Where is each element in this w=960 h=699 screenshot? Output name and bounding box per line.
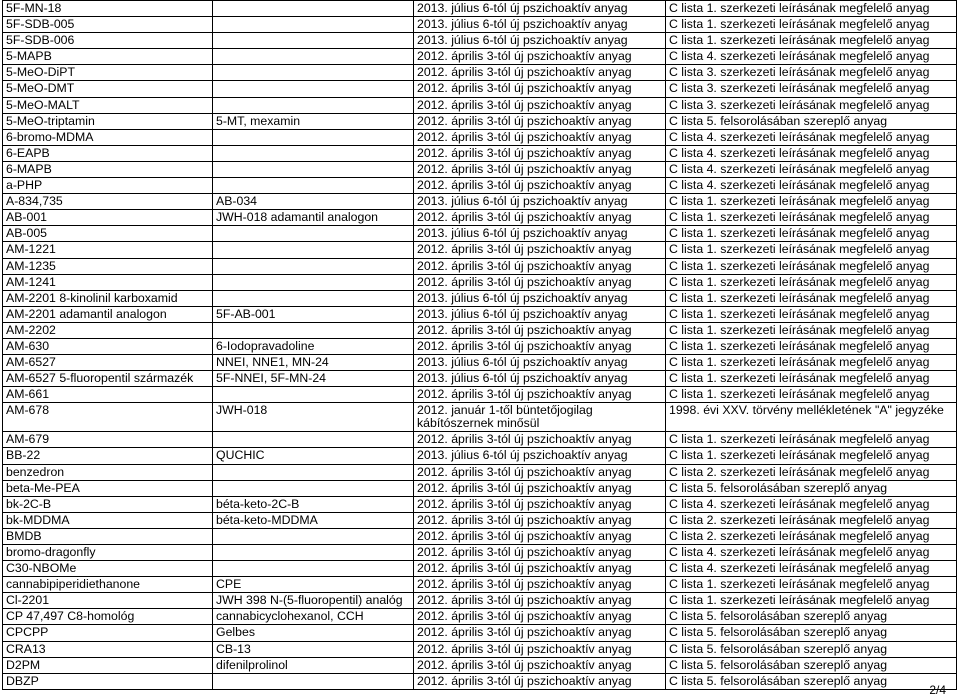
substance-table: [2, 0, 957, 690]
list-classification-cell: C lista 1. szerkezeti leírásának megfelelő anyag: [666, 33, 957, 49]
list-classification-cell: C lista 1. szerkezeti leírásának megfelelő anyag: [666, 371, 957, 387]
synonym-cell: [213, 480, 414, 496]
legal-status-cell: 2012. április 3-tól új pszichoaktív anyag: [414, 81, 666, 97]
legal-status-cell: 2012. április 3-tól új pszichoaktív anyag: [414, 178, 666, 194]
synonym-cell: NNEI, NNE1, MN-24: [213, 355, 414, 371]
table-row: [3, 432, 957, 448]
legal-status-cell: 2012. április 3-tól új pszichoaktív anyag: [414, 97, 666, 113]
synonym-cell: [213, 673, 414, 689]
list-classification-cell: C lista 4. szerkezeti leírásának megfelelő anyag: [666, 545, 957, 561]
table-row: [3, 49, 957, 65]
list-classification-cell: C lista 5. felsorolásában szereplő anyag: [666, 113, 957, 129]
list-classification-cell: C lista 4. szerkezeti leírásának megfelelő anyag: [666, 178, 957, 194]
substance-name-cell: a-PHP: [3, 178, 213, 194]
table-row: [3, 577, 957, 593]
synonym-cell: [213, 528, 414, 544]
synonym-cell: [213, 17, 414, 33]
legal-status-cell: 2012. április 3-tól új pszichoaktív anyag: [414, 432, 666, 448]
legal-status-cell: 2012. április 3-tól új pszichoaktív anyag: [414, 65, 666, 81]
table-row: [3, 593, 957, 609]
table-row: [3, 657, 957, 673]
legal-status-cell: 2012. április 3-tól új pszichoaktív anyag: [414, 322, 666, 338]
substance-name-cell: bk-MDDMA: [3, 512, 213, 528]
list-classification-cell: C lista 4. szerkezeti leírásának megfelelő anyag: [666, 49, 957, 65]
synonym-cell: [213, 545, 414, 561]
list-classification-cell: C lista 1. szerkezeti leírásának megfelelő anyag: [666, 290, 957, 306]
synonym-cell: difenilprolinol: [213, 657, 414, 673]
substance-name-cell: CP 47,497 C8-homológ: [3, 609, 213, 625]
substance-name-cell: 6-bromo-MDMA: [3, 129, 213, 145]
legal-status-cell: 2012. április 3-tól új pszichoaktív anyag: [414, 464, 666, 480]
synonym-cell: CB-13: [213, 641, 414, 657]
legal-status-cell: 2012. április 3-tól új pszichoaktív anyag: [414, 577, 666, 593]
table-row: [3, 1, 957, 17]
list-classification-cell: C lista 4. szerkezeti leírásának megfelelő anyag: [666, 561, 957, 577]
table-row: [3, 322, 957, 338]
table-row: [3, 306, 957, 322]
list-classification-cell: C lista 1. szerkezeti leírásának megfelelő anyag: [666, 274, 957, 290]
substance-name-cell: AM-678: [3, 403, 213, 432]
substance-name-cell: A-834,735: [3, 194, 213, 210]
legal-status-cell: 2012. április 3-tól új pszichoaktív anyag: [414, 338, 666, 354]
synonym-cell: [213, 97, 414, 113]
synonym-cell: [213, 561, 414, 577]
synonym-cell: [213, 1, 414, 17]
synonym-cell: [213, 226, 414, 242]
table-row: [3, 528, 957, 544]
legal-status-cell: 2012. április 3-tól új pszichoaktív anyag: [414, 113, 666, 129]
substance-name-cell: AB-005: [3, 226, 213, 242]
legal-status-cell: 2012. április 3-tól új pszichoaktív anyag: [414, 210, 666, 226]
synonym-cell: [213, 464, 414, 480]
legal-status-cell: 2013. július 6-tól új pszichoaktív anyag: [414, 306, 666, 322]
list-classification-cell: C lista 2. szerkezeti leírásának megfelelő anyag: [666, 512, 957, 528]
synonym-cell: béta-keto-2C-B: [213, 496, 414, 512]
list-classification-cell: C lista 1. szerkezeti leírásának megfelelő anyag: [666, 577, 957, 593]
legal-status-cell: 2012. április 3-tól új pszichoaktív anyag: [414, 673, 666, 689]
legal-status-cell: 2012. április 3-tól új pszichoaktív anyag: [414, 561, 666, 577]
synonym-cell: AB-034: [213, 194, 414, 210]
list-classification-cell: C lista 1. szerkezeti leírásának megfelelő anyag: [666, 432, 957, 448]
table-row: [3, 33, 957, 49]
table-row: [3, 129, 957, 145]
substance-name-cell: 5F-SDB-005: [3, 17, 213, 33]
list-classification-cell: C lista 5. felsorolásában szereplő anyag: [666, 641, 957, 657]
table-row: [3, 625, 957, 641]
table-row: [3, 81, 957, 97]
synonym-cell: [213, 33, 414, 49]
substance-name-cell: AM-679: [3, 432, 213, 448]
list-classification-cell: C lista 5. felsorolásában szereplő anyag: [666, 609, 957, 625]
list-classification-cell: C lista 1. szerkezeti leírásának megfelelő anyag: [666, 306, 957, 322]
substance-name-cell: Cl-2201: [3, 593, 213, 609]
synonym-cell: [213, 242, 414, 258]
table-row: [3, 403, 957, 432]
table-row: [3, 448, 957, 464]
list-classification-cell: C lista 1. szerkezeti leírásának megfelelő anyag: [666, 194, 957, 210]
table-row: [3, 210, 957, 226]
legal-status-cell: 2013. július 6-tól új pszichoaktív anyag: [414, 371, 666, 387]
table-row: [3, 194, 957, 210]
table-row: [3, 609, 957, 625]
list-classification-cell: C lista 5. felsorolásában szereplő anyag: [666, 480, 957, 496]
substance-name-cell: DBZP: [3, 673, 213, 689]
table-row: [3, 371, 957, 387]
substance-name-cell: bromo-dragonfly: [3, 545, 213, 561]
synonym-cell: CPE: [213, 577, 414, 593]
substance-name-cell: AB-001: [3, 210, 213, 226]
legal-status-cell: 2012. április 3-tól új pszichoaktív anyag: [414, 657, 666, 673]
substance-name-cell: AM-2201 8-kinolinil karboxamid: [3, 290, 213, 306]
table-row: [3, 226, 957, 242]
substance-name-cell: 5-MeO-MALT: [3, 97, 213, 113]
list-classification-cell: C lista 4. szerkezeti leírásának megfelelő anyag: [666, 129, 957, 145]
legal-status-cell: 2013. július 6-tól új pszichoaktív anyag: [414, 226, 666, 242]
legal-status-cell: 2012. április 3-tól új pszichoaktív anyag: [414, 49, 666, 65]
legal-status-cell: 2013. július 6-tól új pszichoaktív anyag: [414, 1, 666, 17]
table-row: [3, 338, 957, 354]
substance-name-cell: AM-661: [3, 387, 213, 403]
synonym-cell: JWH-018 adamantil analogon: [213, 210, 414, 226]
page-number: 2/4: [929, 683, 946, 697]
legal-status-cell: 2012. április 3-tól új pszichoaktív anyag: [414, 387, 666, 403]
substance-name-cell: BB-22: [3, 448, 213, 464]
list-classification-cell: C lista 4. szerkezeti leírásának megfelelő anyag: [666, 496, 957, 512]
list-classification-cell: C lista 4. szerkezeti leírásának megfelelő anyag: [666, 161, 957, 177]
legal-status-cell: 2012. április 3-tól új pszichoaktív anyag: [414, 545, 666, 561]
legal-status-cell: 2012. április 3-tól új pszichoaktív anyag: [414, 528, 666, 544]
substance-name-cell: AM-1221: [3, 242, 213, 258]
substance-name-cell: 5-MAPB: [3, 49, 213, 65]
table-row: [3, 641, 957, 657]
list-classification-cell: C lista 5. felsorolásában szereplő anyag: [666, 673, 957, 689]
synonym-cell: [213, 258, 414, 274]
list-classification-cell: C lista 1. szerkezeti leírásának megfelelő anyag: [666, 17, 957, 33]
synonym-cell: [213, 145, 414, 161]
substance-name-cell: AM-630: [3, 338, 213, 354]
synonym-cell: [213, 49, 414, 65]
synonym-cell: Gelbes: [213, 625, 414, 641]
legal-status-cell: 2013. július 6-tól új pszichoaktív anyag: [414, 355, 666, 371]
table-row: [3, 17, 957, 33]
substance-name-cell: benzedron: [3, 464, 213, 480]
legal-status-cell: 2012. január 1-től büntetőjogilag kábítószernek minősül: [414, 403, 666, 432]
substance-name-cell: AM-1235: [3, 258, 213, 274]
table-row: [3, 545, 957, 561]
synonym-cell: [213, 65, 414, 81]
table-row: [3, 97, 957, 113]
substance-name-cell: AM-6527: [3, 355, 213, 371]
synonym-cell: QUCHIC: [213, 448, 414, 464]
synonym-cell: [213, 274, 414, 290]
legal-status-cell: 2012. április 3-tól új pszichoaktív anyag: [414, 593, 666, 609]
substance-name-cell: cannabipiperidiethanone: [3, 577, 213, 593]
table-row: [3, 387, 957, 403]
list-classification-cell: C lista 1. szerkezeti leírásának megfelelő anyag: [666, 322, 957, 338]
substance-name-cell: beta-Me-PEA: [3, 480, 213, 496]
synonym-cell: 6-Iodopravadoline: [213, 338, 414, 354]
synonym-cell: [213, 129, 414, 145]
list-classification-cell: C lista 1. szerkezeti leírásának megfelelő anyag: [666, 387, 957, 403]
table-row: [3, 274, 957, 290]
list-classification-cell: C lista 2. szerkezeti leírásának megfelelő anyag: [666, 464, 957, 480]
synonym-cell: [213, 322, 414, 338]
substance-name-cell: 5-MeO-DMT: [3, 81, 213, 97]
list-classification-cell: C lista 1. szerkezeti leírásának megfelelő anyag: [666, 355, 957, 371]
legal-status-cell: 2012. április 3-tól új pszichoaktív anyag: [414, 512, 666, 528]
table-row: [3, 290, 957, 306]
list-classification-cell: 1998. évi XXV. törvény mellékletének "A" jegyzéke: [666, 403, 957, 432]
list-classification-cell: C lista 1. szerkezeti leírásának megfelelő anyag: [666, 226, 957, 242]
synonym-cell: JWH-018: [213, 403, 414, 432]
legal-status-cell: 2012. április 3-tól új pszichoaktív anyag: [414, 161, 666, 177]
legal-status-cell: 2013. július 6-tól új pszichoaktív anyag: [414, 194, 666, 210]
legal-status-cell: 2013. július 6-tól új pszichoaktív anyag: [414, 17, 666, 33]
table-row: [3, 464, 957, 480]
table-row: [3, 561, 957, 577]
substance-name-cell: C30-NBOMe: [3, 561, 213, 577]
legal-status-cell: 2012. április 3-tól új pszichoaktív anyag: [414, 258, 666, 274]
list-classification-cell: C lista 2. szerkezeti leírásának megfelelő anyag: [666, 528, 957, 544]
list-classification-cell: C lista 1. szerkezeti leírásának megfelelő anyag: [666, 1, 957, 17]
list-classification-cell: C lista 1. szerkezeti leírásának megfelelő anyag: [666, 210, 957, 226]
substance-name-cell: AM-1241: [3, 274, 213, 290]
table-row: [3, 496, 957, 512]
legal-status-cell: 2012. április 3-tól új pszichoaktív anyag: [414, 480, 666, 496]
synonym-cell: cannabicyclohexanol, CCH: [213, 609, 414, 625]
list-classification-cell: C lista 1. szerkezeti leírásának megfelelő anyag: [666, 593, 957, 609]
synonym-cell: 5F-AB-001: [213, 306, 414, 322]
substance-name-cell: 5-MeO-triptamin: [3, 113, 213, 129]
substance-name-cell: D2PM: [3, 657, 213, 673]
table-row: [3, 178, 957, 194]
substance-name-cell: AM-2202: [3, 322, 213, 338]
legal-status-cell: 2013. július 6-tól új pszichoaktív anyag: [414, 290, 666, 306]
substance-name-cell: AM-6527 5-fluoropentil származék: [3, 371, 213, 387]
substance-name-cell: bk-2C-B: [3, 496, 213, 512]
list-classification-cell: C lista 1. szerkezeti leírásának megfelelő anyag: [666, 242, 957, 258]
legal-status-cell: 2012. április 3-tól új pszichoaktív anyag: [414, 496, 666, 512]
synonym-cell: [213, 432, 414, 448]
legal-status-cell: 2012. április 3-tól új pszichoaktív anyag: [414, 242, 666, 258]
table-row: [3, 242, 957, 258]
table-row: [3, 480, 957, 496]
synonym-cell: 5-MT, mexamin: [213, 113, 414, 129]
legal-status-cell: 2013. július 6-tól új pszichoaktív anyag: [414, 33, 666, 49]
table-row: [3, 355, 957, 371]
substance-name-cell: BMDB: [3, 528, 213, 544]
list-classification-cell: C lista 3. szerkezeti leírásának megfelelő anyag: [666, 81, 957, 97]
legal-status-cell: 2012. április 3-tól új pszichoaktív anyag: [414, 609, 666, 625]
table-row: [3, 673, 957, 689]
table-row: [3, 113, 957, 129]
list-classification-cell: C lista 1. szerkezeti leírásának megfelelő anyag: [666, 258, 957, 274]
substance-name-cell: AM-2201 adamantil analogon: [3, 306, 213, 322]
list-classification-cell: C lista 1. szerkezeti leírásának megfelelő anyag: [666, 338, 957, 354]
synonym-cell: 5F-NNEI, 5F-MN-24: [213, 371, 414, 387]
list-classification-cell: C lista 5. felsorolásában szereplő anyag: [666, 625, 957, 641]
substance-name-cell: CRA13: [3, 641, 213, 657]
synonym-cell: [213, 178, 414, 194]
legal-status-cell: 2012. április 3-tól új pszichoaktív anyag: [414, 129, 666, 145]
synonym-cell: [213, 290, 414, 306]
substance-table-body: [3, 1, 957, 690]
legal-status-cell: 2012. április 3-tól új pszichoaktív anyag: [414, 145, 666, 161]
list-classification-cell: C lista 5. felsorolásában szereplő anyag: [666, 657, 957, 673]
synonym-cell: béta-keto-MDDMA: [213, 512, 414, 528]
table-row: [3, 258, 957, 274]
synonym-cell: [213, 81, 414, 97]
synonym-cell: [213, 161, 414, 177]
list-classification-cell: C lista 3. szerkezeti leírásának megfelelő anyag: [666, 65, 957, 81]
legal-status-cell: 2012. április 3-tól új pszichoaktív anyag: [414, 625, 666, 641]
substance-name-cell: 5F-SDB-006: [3, 33, 213, 49]
substance-name-cell: 6-EAPB: [3, 145, 213, 161]
table-row: [3, 161, 957, 177]
substance-name-cell: 5-MeO-DiPT: [3, 65, 213, 81]
list-classification-cell: C lista 3. szerkezeti leírásának megfelelő anyag: [666, 97, 957, 113]
legal-status-cell: 2013. július 6-tól új pszichoaktív anyag: [414, 448, 666, 464]
table-row: [3, 65, 957, 81]
synonym-cell: [213, 387, 414, 403]
synonym-cell: JWH 398 N-(5-fluoropentil) analóg: [213, 593, 414, 609]
substance-name-cell: CPCPP: [3, 625, 213, 641]
list-classification-cell: C lista 4. szerkezeti leírásának megfelelő anyag: [666, 145, 957, 161]
substance-name-cell: 6-MAPB: [3, 161, 213, 177]
substance-name-cell: 5F-MN-18: [3, 1, 213, 17]
table-row: [3, 145, 957, 161]
list-classification-cell: C lista 1. szerkezeti leírásának megfelelő anyag: [666, 448, 957, 464]
legal-status-cell: 2012. április 3-tól új pszichoaktív anyag: [414, 274, 666, 290]
table-row: [3, 512, 957, 528]
legal-status-cell: 2012. április 3-tól új pszichoaktív anyag: [414, 641, 666, 657]
